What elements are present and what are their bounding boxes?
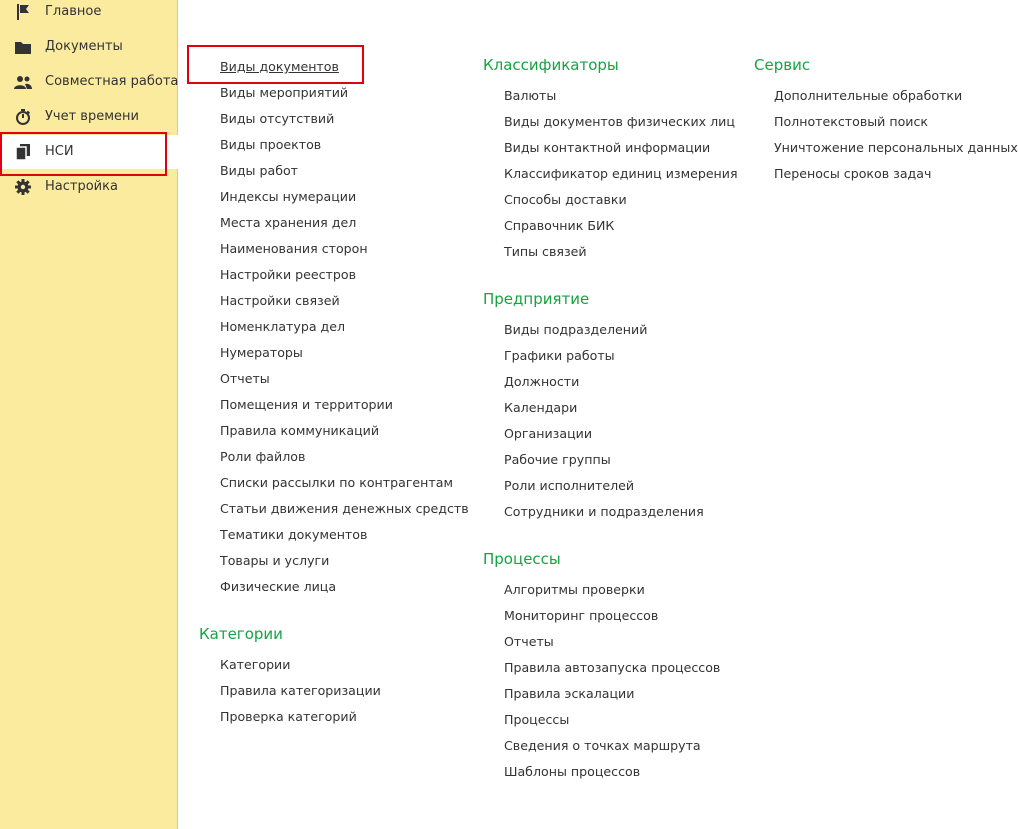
link-bik-directory[interactable]: Справочник БИК: [504, 218, 615, 233]
link-document-topics[interactable]: Тематики документов: [220, 527, 368, 542]
sidebar-item-collaboration[interactable]: [0, 65, 177, 99]
group-title-enterprise: Предприятие: [483, 290, 590, 308]
group-title-categories: Категории: [199, 625, 283, 643]
sidebar-item-label: Учет времени: [45, 109, 139, 124]
link-registry-settings[interactable]: Настройки реестров: [220, 267, 356, 282]
link-process-monitoring[interactable]: Мониторинг процессов: [504, 608, 659, 623]
link-currencies[interactable]: Валюты: [504, 88, 557, 103]
sidebar-item-label: Совместная работа: [45, 74, 179, 89]
link-absence-types[interactable]: Виды отсутствий: [220, 111, 335, 126]
folder-icon: [14, 39, 32, 55]
link-file-roles[interactable]: Роли файлов: [220, 449, 306, 464]
sidebar-item-label: Настройка: [45, 179, 118, 194]
link-department-types[interactable]: Виды подразделений: [504, 322, 648, 337]
link-category-check[interactable]: Проверка категорий: [220, 709, 357, 724]
link-categories[interactable]: Категории: [220, 657, 291, 672]
link-employees-departments[interactable]: Сотрудники и подразделения: [504, 504, 704, 519]
users-icon: [14, 74, 32, 90]
sidebar-item-label: Документы: [45, 39, 123, 54]
sidebar-item-label: НСИ: [45, 144, 74, 159]
link-additional-processing[interactable]: Дополнительные обработки: [774, 88, 963, 103]
sidebar-item-time-tracking[interactable]: [0, 100, 177, 134]
link-link-settings[interactable]: Настройки связей: [220, 293, 340, 308]
link-mailing-lists[interactable]: Списки рассылки по контрагентам: [220, 475, 453, 490]
link-autostart-rules[interactable]: Правила автозапуска процессов: [504, 660, 721, 675]
link-work-groups[interactable]: Рабочие группы: [504, 452, 611, 467]
link-reports[interactable]: Отчеты: [220, 371, 270, 386]
link-processes[interactable]: Процессы: [504, 712, 570, 727]
link-link-types[interactable]: Типы связей: [504, 244, 587, 259]
link-performer-roles[interactable]: Роли исполнителей: [504, 478, 635, 493]
documents-icon: [14, 144, 32, 160]
link-contact-info-types[interactable]: Виды контактной информации: [504, 140, 711, 155]
sidebar-item-label: Главное: [45, 4, 102, 19]
link-individuals[interactable]: Физические лица: [220, 579, 337, 594]
link-process-reports[interactable]: Отчеты: [504, 634, 554, 649]
link-storage-places[interactable]: Места хранения дел: [220, 215, 357, 230]
link-work-types[interactable]: Виды работ: [220, 163, 298, 178]
link-organizations[interactable]: Организации: [504, 426, 593, 441]
sidebar-item-settings[interactable]: [0, 170, 177, 204]
link-party-names[interactable]: Наименования сторон: [220, 241, 368, 256]
link-escalation-rules[interactable]: Правила эскалации: [504, 686, 635, 701]
link-file-nomenclature[interactable]: Номенклатура дел: [220, 319, 346, 334]
link-task-deadline-transfers[interactable]: Переносы сроков задач: [774, 166, 932, 181]
link-categorization-rules[interactable]: Правила категоризации: [220, 683, 381, 698]
link-id-document-types[interactable]: Виды документов физических лиц: [504, 114, 735, 129]
link-check-algorithms[interactable]: Алгоритмы проверки: [504, 582, 645, 597]
link-document-types[interactable]: Виды документов: [220, 59, 339, 74]
link-process-templates[interactable]: Шаблоны процессов: [504, 764, 641, 779]
link-premises[interactable]: Помещения и территории: [220, 397, 393, 412]
gear-icon: [14, 179, 32, 195]
link-project-types[interactable]: Виды проектов: [220, 137, 322, 152]
link-goods-services[interactable]: Товары и услуги: [220, 553, 330, 568]
sidebar: [0, 0, 178, 829]
link-positions[interactable]: Должности: [504, 374, 580, 389]
timer-icon: [14, 109, 32, 125]
group-title-service: Сервис: [754, 56, 811, 74]
link-route-points[interactable]: Сведения о точках маршрута: [504, 738, 701, 753]
link-personal-data-destruction[interactable]: Уничтожение персональных данных: [774, 140, 1018, 155]
link-numerators[interactable]: Нумераторы: [220, 345, 303, 360]
link-numbering-indexes[interactable]: Индексы нумерации: [220, 189, 357, 204]
group-title-classifiers: Классификаторы: [483, 56, 619, 74]
link-event-types[interactable]: Виды мероприятий: [220, 85, 349, 100]
link-calendars[interactable]: Календари: [504, 400, 578, 415]
link-fulltext-search[interactable]: Полнотекстовый поиск: [774, 114, 929, 129]
link-work-schedules[interactable]: Графики работы: [504, 348, 615, 363]
sidebar-item-nsi[interactable]: [0, 135, 178, 169]
sidebar-item-documents[interactable]: [0, 30, 177, 64]
link-units-classifier[interactable]: Классификатор единиц измерения: [504, 166, 738, 181]
link-delivery-methods[interactable]: Способы доставки: [504, 192, 627, 207]
link-communication-rules[interactable]: Правила коммуникаций: [220, 423, 380, 438]
link-cash-flow-items[interactable]: Статьи движения денежных средств: [220, 501, 469, 516]
group-title-processes: Процессы: [483, 550, 561, 568]
sidebar-item-main[interactable]: [0, 0, 177, 29]
flag-icon: [14, 4, 32, 20]
